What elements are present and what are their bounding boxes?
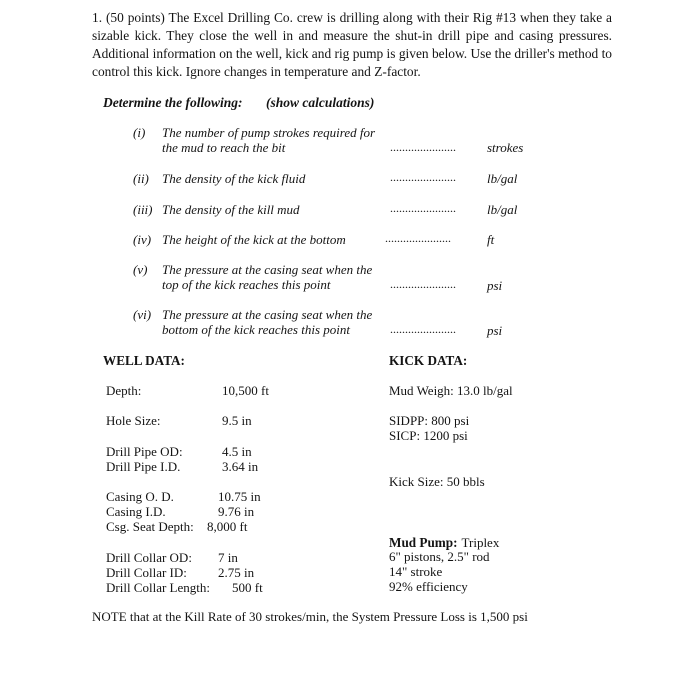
problem-line: Additional information on the well, kick and rig pump is given below. Use the driller's method to — [92, 46, 612, 61]
drill-pipe-od-value: 4.5 in — [222, 444, 252, 459]
answer-blank: ...................... — [390, 170, 456, 184]
answer-unit: strokes — [487, 140, 524, 155]
question-number: (ii) — [133, 171, 149, 186]
problem-line: control this kick. Ignore changes in temperature and Z-factor. — [92, 64, 421, 79]
question-text: The density of the kick fluid — [162, 171, 306, 186]
drill-collar-od-value: 7 in — [218, 550, 238, 565]
drill-collar-length-label: Drill Collar Length: — [106, 580, 210, 595]
question-number: (vi) — [133, 307, 152, 322]
sidpp: SIDPP: 800 psi — [389, 413, 470, 428]
hole-size-value: 9.5 in — [222, 413, 252, 428]
answer-blank: ...................... — [390, 277, 456, 291]
kick-size: Kick Size: 50 bbls — [389, 474, 485, 489]
casing-id-value: 9.76 in — [218, 504, 255, 519]
question-number: (i) — [133, 125, 146, 140]
question-text: The pressure at the casing seat when the — [162, 307, 373, 322]
problem-line: sizable kick. They close the well in and measure the shut-in drill pipe and casing pressures. — [92, 28, 612, 43]
question-text: the mud to reach the bit — [162, 140, 286, 155]
question-text: The height of the kick at the bottom — [162, 232, 346, 247]
kick-data-title: KICK DATA: — [389, 353, 468, 368]
drill-collar-id-value: 2.75 in — [218, 565, 255, 580]
problem-statement — [92, 9, 612, 81]
answer-unit: lb/gal — [487, 202, 518, 217]
hole-size-label: Hole Size: — [106, 413, 161, 428]
mud-pump-label: Mud Pump: — [389, 535, 458, 550]
question-text: The density of the kill mud — [162, 202, 300, 217]
answer-blank: ...................... — [390, 322, 456, 336]
drill-pipe-id-label: Drill Pipe I.D. — [106, 459, 181, 474]
well-data-title: WELL DATA: — [103, 353, 185, 368]
drill-collar-od-label: Drill Collar OD: — [106, 550, 192, 565]
question-text: top of the kick reaches this point — [162, 277, 331, 292]
question-text: bottom of the kick reaches this point — [162, 322, 350, 337]
casing-seat-value: 8,000 ft — [207, 519, 248, 534]
question-text: The pressure at the casing seat when the — [162, 262, 373, 277]
question-number: (iii) — [133, 202, 153, 217]
drill-pipe-od-label: Drill Pipe OD: — [106, 444, 183, 459]
answer-unit: psi — [487, 323, 503, 338]
answer-unit: ft — [487, 232, 495, 247]
depth-value: 10,500 ft — [222, 383, 269, 398]
answer-unit: psi — [487, 278, 503, 293]
show-calculations-note: (show calculations) — [266, 95, 375, 110]
pump-pistons: 6" pistons, 2.5" rod — [389, 549, 490, 564]
casing-seat-label: Csg. Seat Depth: — [106, 519, 194, 534]
question-number: (v) — [133, 262, 148, 277]
sicp: SICP: 1200 psi — [389, 428, 468, 443]
question-number: (iv) — [133, 232, 152, 247]
note-text: NOTE that at the Kill Rate of 30 strokes/min, the System Pressure Loss is 1,500 psi — [92, 609, 528, 624]
casing-od-value: 10.75 in — [218, 489, 261, 504]
answer-blank: ...................... — [390, 201, 456, 215]
drill-collar-id-label: Drill Collar ID: — [106, 565, 187, 580]
answer-unit: lb/gal — [487, 171, 518, 186]
pump-stroke: 14" stroke — [389, 564, 443, 579]
casing-od-label: Casing O. D. — [106, 489, 174, 504]
mud-weight: Mud Weigh: 13.0 lb/gal — [389, 383, 513, 398]
mud-pump-type: Triplex — [461, 535, 500, 550]
problem-line: 1. (50 points) The Excel Drilling Co. crew is drilling along with their Rig #13 when they take a — [92, 10, 612, 25]
pump-efficiency: 92% efficiency — [389, 579, 468, 594]
drill-pipe-id-value: 3.64 in — [222, 459, 259, 474]
answer-blank: ...................... — [390, 140, 456, 154]
determine-label: Determine the following: — [103, 95, 243, 110]
depth-label: Depth: — [106, 383, 142, 398]
question-text: The number of pump strokes required for — [162, 125, 376, 140]
drill-collar-length-value: 500 ft — [232, 580, 263, 595]
answer-blank: ...................... — [385, 231, 451, 245]
casing-id-label: Casing I.D. — [106, 504, 166, 519]
